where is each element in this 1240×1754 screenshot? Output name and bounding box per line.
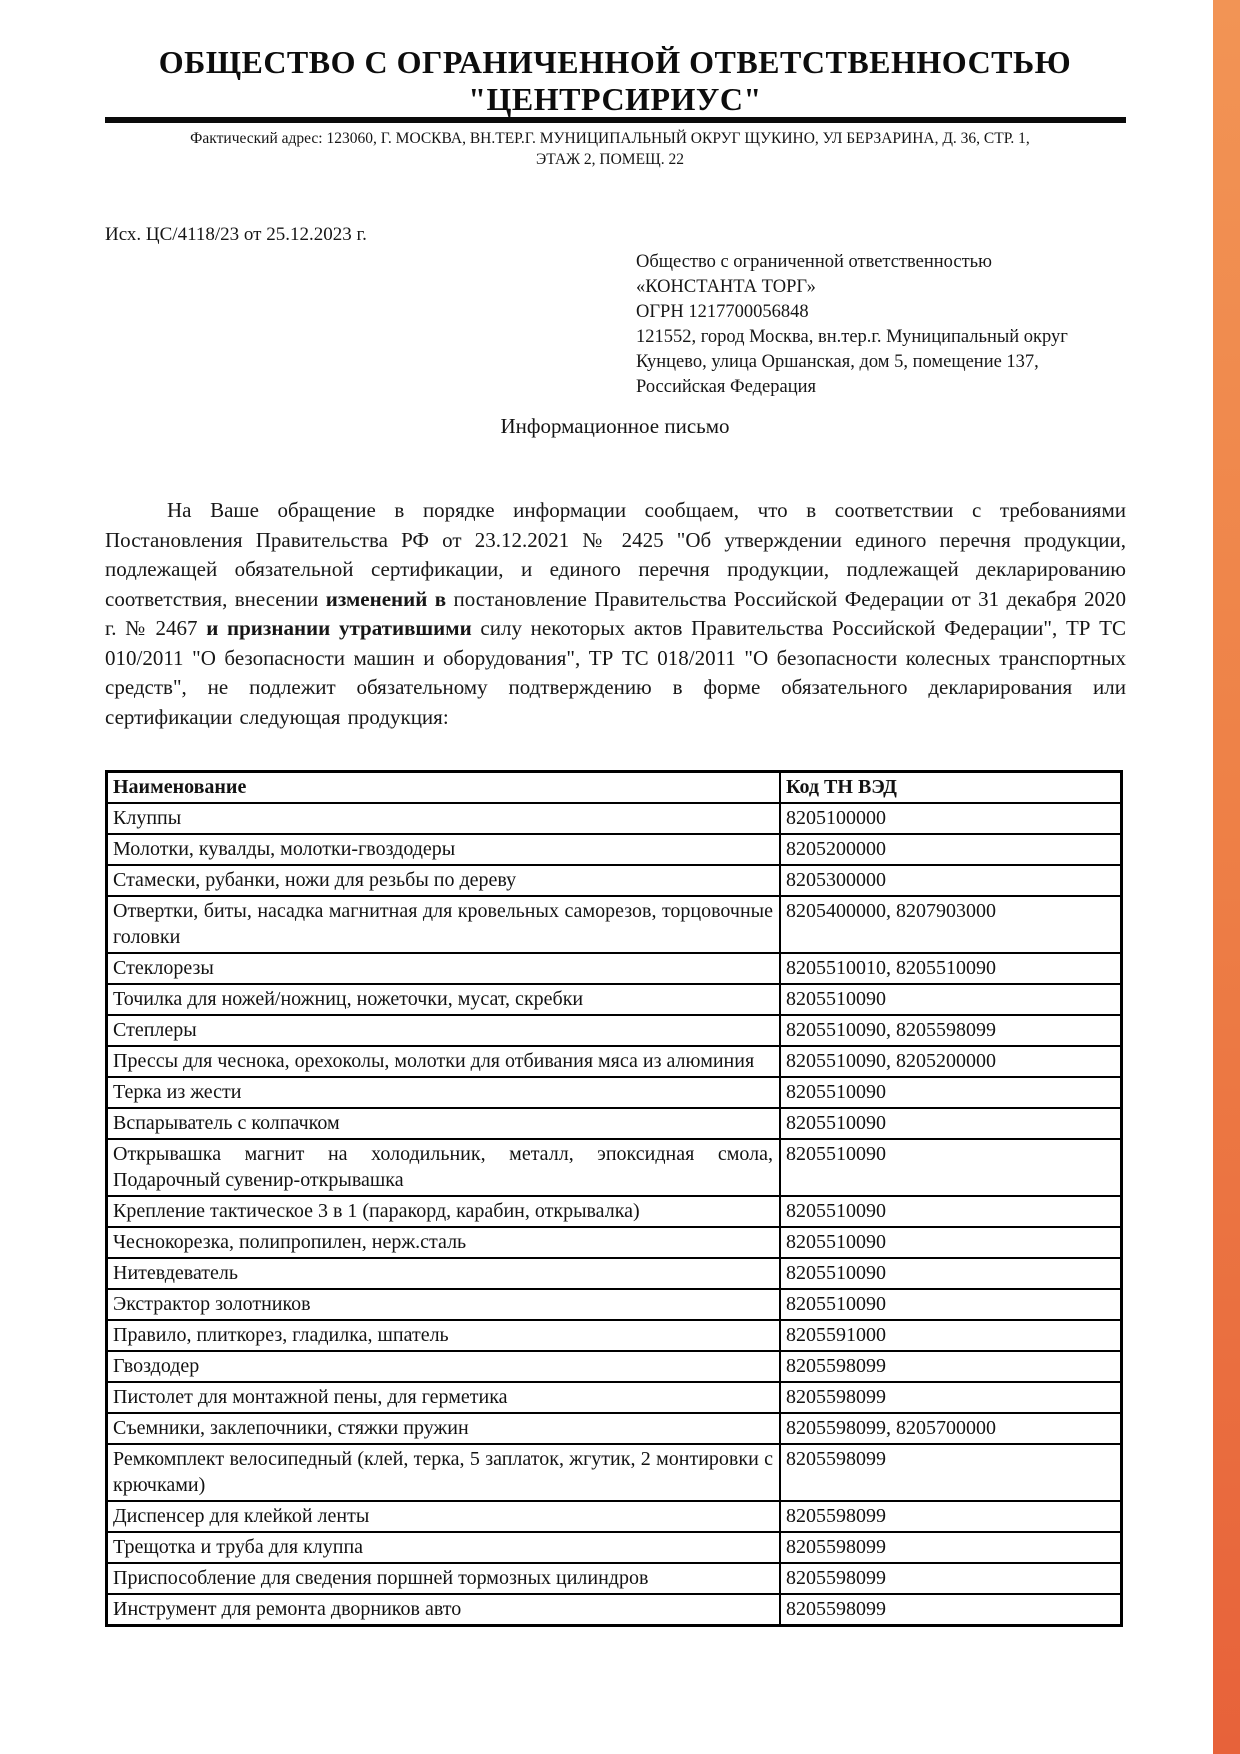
product-name-cell: Крепление тактическое 3 в 1 (паракорд, карабин, открывалка) <box>107 1196 781 1227</box>
product-code-cell: 8205510090, 8205598099 <box>780 1015 1122 1046</box>
table-row <box>107 1501 1122 1532</box>
product-code-cell: 8205510090 <box>780 1139 1122 1196</box>
product-name-cell: Пистолет для монтажной пены, для герметика <box>107 1382 781 1413</box>
product-code-cell: 8205598099 <box>780 1594 1122 1626</box>
company-name-line2: "ЦЕНТРСИРИУС" <box>468 81 762 117</box>
recipient-line: ОГРН 1217700056848 <box>636 302 809 322</box>
outgoing-reference: Исх. ЦС/4118/23 от 25.12.2023 г. <box>105 224 367 245</box>
product-name-cell: Правило, плиткорез, гладилка, шпатель <box>107 1320 781 1351</box>
letter-title: Информационное письмо <box>500 414 730 438</box>
table-row <box>107 1382 1122 1413</box>
product-code-cell: 8205598099 <box>780 1382 1122 1413</box>
company-address-line2: ЭТАЖ 2, ПОМЕЩ. 22 <box>536 151 684 168</box>
table-row <box>107 834 1122 865</box>
table-row <box>107 1046 1122 1077</box>
product-name-cell: Гвоздодер <box>107 1351 781 1382</box>
product-code-cell: 8205510090 <box>780 1258 1122 1289</box>
product-name-cell: Степлеры <box>107 1015 781 1046</box>
product-name-cell: Съемники, заклепочники, стяжки пружин <box>107 1413 781 1444</box>
letter-body-paragraph <box>105 496 1126 732</box>
product-name-cell: Открывашка магнит на холодильник, металл, эпоксидная смола, Подарочный сувенир-открывашка <box>107 1139 781 1196</box>
product-code-cell: 8205598099 <box>780 1563 1122 1594</box>
table-header-row <box>107 772 1122 804</box>
product-name-cell: Отвертки, биты, насадка магнитная для кровельных саморезов, торцовочные головки <box>107 896 781 953</box>
product-name-cell: Молотки, кувалды, молотки-гвоздодеры <box>107 834 781 865</box>
recipient-line: Общество с ограниченной ответственностью <box>636 252 992 272</box>
product-name-cell: Клуппы <box>107 803 781 834</box>
product-code-cell: 8205598099 <box>780 1532 1122 1563</box>
body-segment-bold: изменений в <box>325 586 447 611</box>
product-name-cell: Экстрактор золотников <box>107 1289 781 1320</box>
product-code-cell: 8205100000 <box>780 803 1122 834</box>
column-header-code: Код ТН ВЭД <box>780 772 1122 804</box>
products-table <box>105 770 1123 1627</box>
product-name-cell: Вспарыватель с колпачком <box>107 1108 781 1139</box>
company-address-line1: Фактический адрес: 123060, Г. МОСКВА, ВН.ТЕР.Г. МУНИЦИПАЛЬНЫЙ ОКРУГ ЩУКИНО, УЛ БЕРЗАРИНА, Д. 36, СТР. 1, <box>190 130 1030 147</box>
table-row <box>107 953 1122 984</box>
table-row <box>107 865 1122 896</box>
table-row <box>107 1413 1122 1444</box>
body-segment: силу некоторых актов Правительства Российской Федерации", ТР ТС 010/2011 "О безопасности машин и оборудования", ТР ТС 018/2011 "О безопасности колесных транспортных средств", не подлежит обязательному подтверждению в форме обязательного декларирования или сертификации следующая продукция: <box>105 616 1127 729</box>
product-code-cell: 8205510090 <box>780 1289 1122 1320</box>
product-code-cell: 8205598099 <box>780 1444 1122 1501</box>
product-name-cell: Инструмент для ремонта дворников авто <box>107 1594 781 1626</box>
company-name <box>105 44 1125 118</box>
recipient-line: «КОНСТАНТА ТОРГ» <box>636 277 816 297</box>
table-row <box>107 1532 1122 1563</box>
table-row <box>107 1227 1122 1258</box>
product-name-cell: Чеснокорезка, полипропилен, нерж.сталь <box>107 1227 781 1258</box>
recipient-line: Кунцево, улица Оршанская, дом 5, помещение 137, <box>636 352 1039 372</box>
product-code-cell: 8205510010, 8205510090 <box>780 953 1122 984</box>
table-row <box>107 1108 1122 1139</box>
table-row <box>107 1258 1122 1289</box>
table-row <box>107 1196 1122 1227</box>
product-code-cell: 8205300000 <box>780 865 1122 896</box>
table-row <box>107 1320 1122 1351</box>
header-divider-rule <box>105 117 1126 123</box>
product-name-cell: Ремкомплект велосипедный (клей, терка, 5 заплаток, жгутик, 2 монтировки с крючками) <box>107 1444 781 1501</box>
product-code-cell: 8205510090 <box>780 984 1122 1015</box>
recipient-line: 121552, город Москва, вн.тер.г. Муниципальный округ <box>636 327 1068 347</box>
product-code-cell: 8205400000, 8207903000 <box>780 896 1122 953</box>
product-name-cell: Трещотка и труба для клуппа <box>107 1532 781 1563</box>
product-name-cell: Стеклорезы <box>107 953 781 984</box>
table-row <box>107 1444 1122 1501</box>
product-name-cell: Стамески, рубанки, ножи для резьбы по дереву <box>107 865 781 896</box>
page-edge-accent-bar <box>1213 0 1240 1754</box>
product-name-cell: Нитевдеватель <box>107 1258 781 1289</box>
body-segment: постановление Правительства Российской Федерации от 31 декабря 2020 г. № 2467 <box>105 586 1126 640</box>
recipient-block <box>636 250 1128 400</box>
table-row <box>107 1015 1122 1046</box>
product-code-cell: 8205510090 <box>780 1227 1122 1258</box>
product-name-cell: Точилка для ножей/ножниц, ножеточки, мусат, скребки <box>107 984 781 1015</box>
table-row <box>107 1563 1122 1594</box>
table-row <box>107 896 1122 953</box>
product-name-cell: Терка из жести <box>107 1077 781 1108</box>
product-name-cell: Приспособление для сведения поршней тормозных цилиндров <box>107 1563 781 1594</box>
body-segment: На Ваше обращение в порядке информации сообщаем, что в соответствии с требованиями Постановления Правительства РФ от 23.12.2021 № 2425 "Об утверждении единого перечня продукции, подлежащей обязательной сертификации, и единого перечня продукции, подлежащей декларированию соответствия, внесении <box>105 498 1126 611</box>
column-header-name: Наименование <box>107 772 781 804</box>
table-row <box>107 984 1122 1015</box>
table-row <box>107 1351 1122 1382</box>
table-row <box>107 1077 1122 1108</box>
product-code-cell: 8205598099 <box>780 1501 1122 1532</box>
product-code-cell: 8205510090 <box>780 1077 1122 1108</box>
product-code-cell: 8205510090 <box>780 1196 1122 1227</box>
table-row <box>107 1594 1122 1626</box>
company-name-line1: ОБЩЕСТВО С ОГРАНИЧЕННОЙ ОТВЕТСТВЕННОСТЬЮ <box>158 44 1072 80</box>
product-name-cell: Диспенсер для клейкой ленты <box>107 1501 781 1532</box>
product-code-cell: 8205510090 <box>780 1108 1122 1139</box>
product-code-cell: 8205598099, 8205700000 <box>780 1413 1122 1444</box>
table-row <box>107 1289 1122 1320</box>
body-segment-bold: и признании утратившими <box>206 616 472 640</box>
product-code-cell: 8205591000 <box>780 1320 1122 1351</box>
product-name-cell: Прессы для чеснока, орехоколы, молотки для отбивания мяса из алюминия <box>107 1046 781 1077</box>
product-code-cell: 8205510090, 8205200000 <box>780 1046 1122 1077</box>
recipient-line: Российская Федерация <box>636 377 817 397</box>
table-row <box>107 803 1122 834</box>
table-row <box>107 1139 1122 1196</box>
product-code-cell: 8205598099 <box>780 1351 1122 1382</box>
product-code-cell: 8205200000 <box>780 834 1122 865</box>
company-address <box>85 128 1135 170</box>
